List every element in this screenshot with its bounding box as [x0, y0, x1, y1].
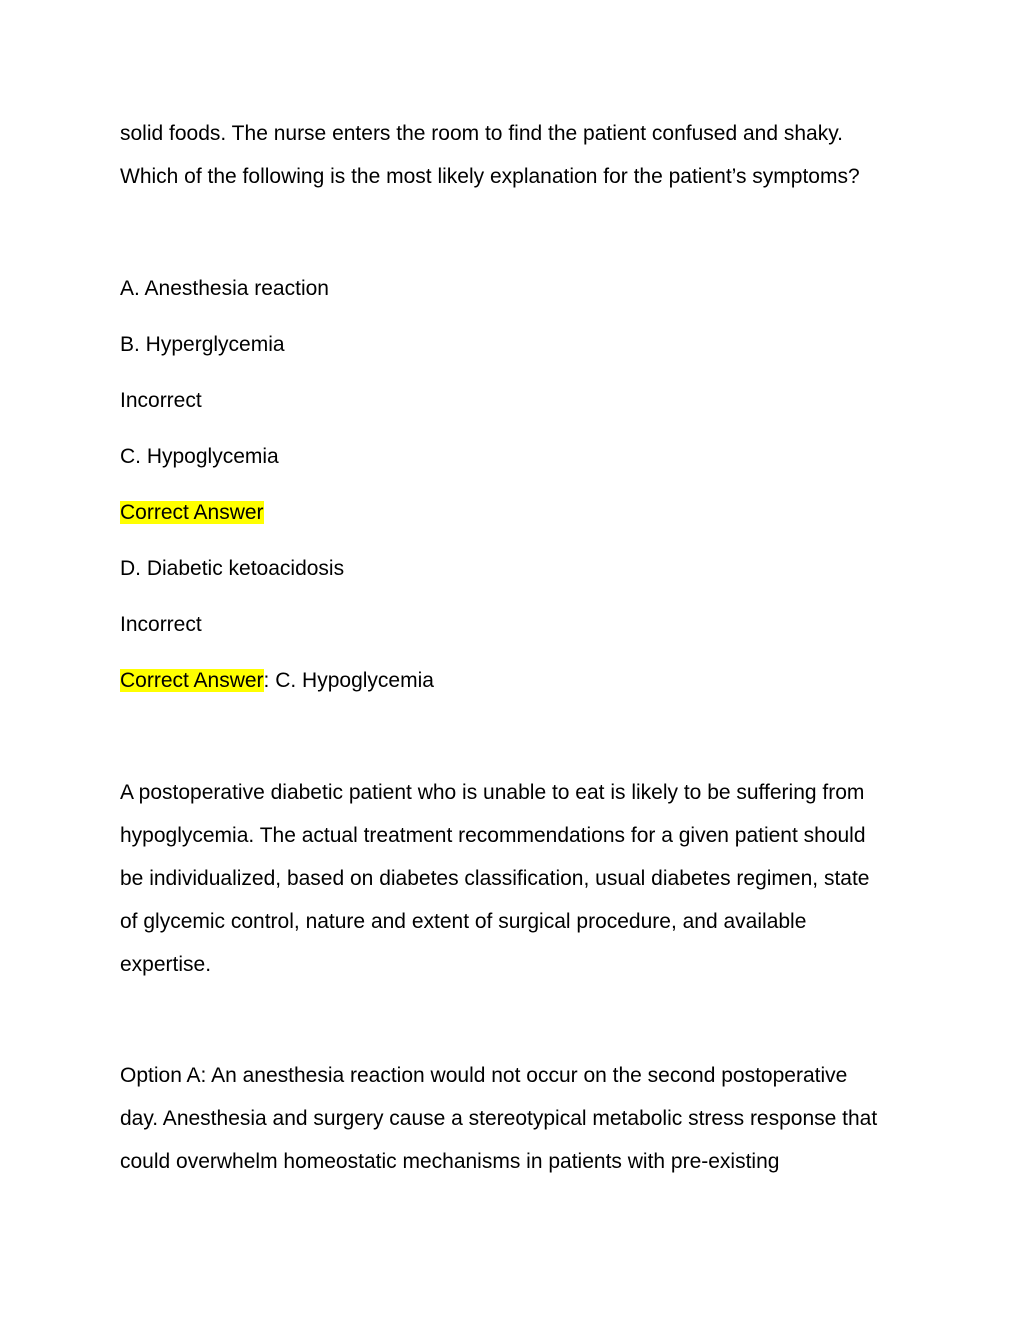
option-a: A. Anesthesia reaction	[120, 277, 329, 300]
option-b-feedback: Incorrect	[120, 389, 202, 412]
option-d-feedback: Incorrect	[120, 613, 202, 636]
question-line-2: Which of the following is the most likely explanation for the patient’s symptoms?	[120, 165, 860, 188]
question-line-1: solid foods. The nurse enters the room to find the patient confused and shaky.	[120, 122, 844, 145]
explanation-line-4: of glycemic control, nature and extent of surgical procedure, and available	[120, 910, 807, 933]
option-b: B. Hyperglycemia	[120, 333, 285, 356]
correct-answer-value: : C. Hypoglycemia	[263, 669, 434, 692]
option-a-rationale-line-3: could overwhelm homeostatic mechanisms in patients with pre-existing	[120, 1150, 780, 1173]
explanation-line-2: hypoglycemia. The actual treatment recommendations for a given patient should	[120, 824, 866, 847]
explanation-line-3: be individualized, based on diabetes classification, usual diabetes regimen, state	[120, 867, 870, 890]
option-d: D. Diabetic ketoacidosis	[120, 557, 345, 580]
option-c-feedback-line	[120, 498, 264, 528]
option-a-rationale-line-2: day. Anesthesia and surgery cause a stereotypical metabolic stress response that	[120, 1107, 878, 1130]
option-a-rationale-line-1: Option A: An anesthesia reaction would not occur on the second postoperative	[120, 1064, 848, 1087]
option-c-feedback: Correct Answer	[120, 501, 264, 524]
option-c: C. Hypoglycemia	[120, 445, 279, 468]
correct-answer-label: Correct Answer	[120, 669, 264, 692]
correct-answer-line	[120, 666, 434, 696]
explanation-line-5: expertise.	[120, 953, 212, 976]
explanation-line-1: A postoperative diabetic patient who is unable to eat is likely to be suffering from	[120, 781, 865, 804]
